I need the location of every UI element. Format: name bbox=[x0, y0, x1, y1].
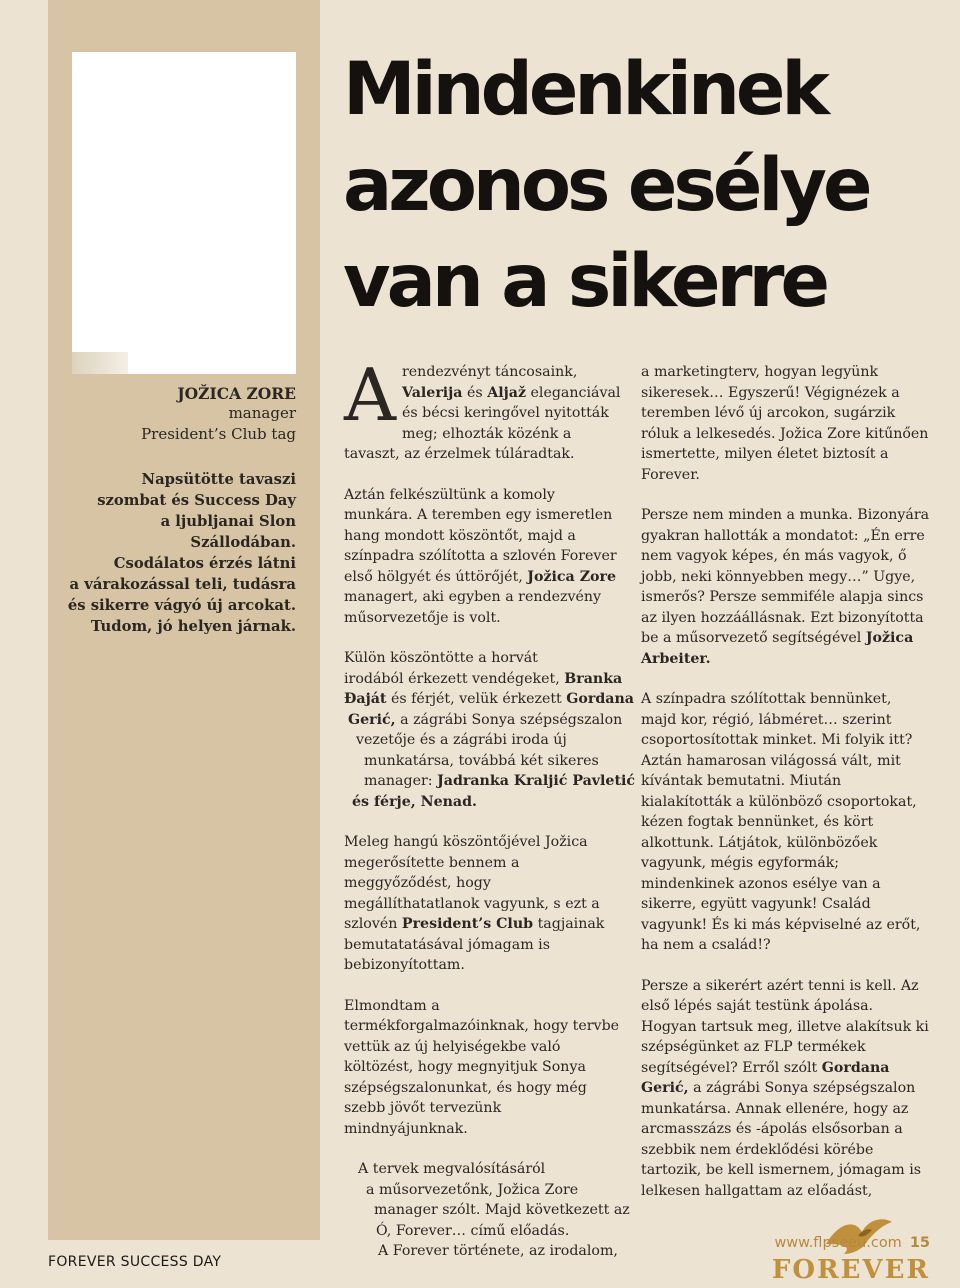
text-run: Elmondtam a termékforgalmazóinknak, hogy tervbe vettük az új helyiségekbe való költözést, hogy megnyitjuk Sonya szépségszalonunkat, és hogy még szebb jövőt tervezünk mindnyájunknak. bbox=[344, 997, 620, 1137]
text-run: a marketingterv, hogyan legyünk sikeresek… Egyszerű! Végignézek a teremben lévő új arcokon, sugárzik róluk a lelkesedés. Jožica Zore kitűnően ismertette, milyen életet biztosít a Forever. bbox=[641, 364, 929, 483]
club-name: President’s Club bbox=[401, 916, 534, 932]
lead-line: és sikerre vágyó új arcokat. bbox=[67, 597, 296, 614]
text-line bbox=[344, 689, 634, 710]
text-run: Külön köszöntötte a horvát bbox=[344, 650, 538, 666]
person-name: Jadranka Kraljić Pavletić bbox=[437, 773, 636, 789]
page-number: 15 bbox=[909, 1235, 930, 1251]
text-line bbox=[344, 710, 624, 731]
text-line: A Forever története, az irodalom, bbox=[378, 1243, 618, 1259]
text-line bbox=[344, 751, 624, 772]
lead-paragraph bbox=[60, 469, 296, 637]
author-role: manager bbox=[228, 404, 296, 422]
drop-cap: A bbox=[344, 353, 396, 437]
text-run: munkatársa, továbbá két sikeres bbox=[364, 752, 599, 769]
article-title bbox=[343, 42, 943, 330]
text-run: managert, aki egyben a rendezvény műsorvezetője is volt. bbox=[344, 589, 602, 626]
text-run: és bbox=[462, 384, 488, 401]
text-run: vezetője és a zágrábi iroda új bbox=[356, 732, 567, 748]
text-line: manager szólt. Majd következett az bbox=[374, 1202, 630, 1218]
paragraph bbox=[344, 353, 624, 465]
lead-line: Napsütötte tavaszi bbox=[141, 471, 296, 488]
text-run: a zágrábi Sonya szépségszalon bbox=[395, 711, 623, 728]
text-run: rendezvényt táncosaink, bbox=[402, 364, 578, 380]
article-column-2 bbox=[641, 362, 931, 1221]
person-name: Gordana bbox=[566, 691, 634, 707]
website-link[interactable]: www.flpseeu.com bbox=[774, 1235, 902, 1251]
section-label: FOREVER SUCCESS DAY bbox=[48, 1254, 222, 1270]
article-column-1 bbox=[344, 353, 636, 1282]
lead-line: Csodálatos érzés látni bbox=[113, 555, 296, 572]
text-run: Meleg hangú köszöntőjével Jožica megerősítette bennem a meggyőződést, hogy megállíthatatlanok vagyunk, s ezt a szlovén bbox=[344, 834, 600, 932]
person-name: Jožica Zore bbox=[527, 568, 617, 585]
title-line: Mindenkinek bbox=[343, 47, 826, 132]
text-line bbox=[344, 792, 624, 813]
lead-line: Tudom, jó helyen járnak. bbox=[90, 618, 296, 635]
brand-logo-text: FOREVER bbox=[771, 1255, 930, 1285]
lead-line: a ljubljanai Slon Szállodában. bbox=[160, 513, 296, 551]
text-run: A színpadra szólítottak bennünket, majd kor, régió, lábméret… szerint csoportosítottak minket. Mi folyik itt? Aztán hamarosan világossá vált, mit kívántak bemutatni. Miután kialakították a különböző csoportokat, kézen fogtak bennünket, és kört alkottunk. Látjátok, különbözőek vagyunk, mégis egyformák; mindenkinek azonos esélye van a sikerre, együtt vagyunk! Család vagyunk! És ki más képviselné az erőt, ha nem a család!? bbox=[641, 691, 921, 953]
paragraph bbox=[344, 996, 624, 1140]
text-run: manager: bbox=[364, 773, 438, 789]
text-line: a műsorvezetőnk, Jožica Zore bbox=[366, 1181, 579, 1198]
text-run: Persze nem minden a munka. Bizonyára gyakran hallották a mondatot: „Én erre nem vagyok képes, én más vagyok, ő jobb, neki könnyebben megy…” Ugye, ismerős? Persze semmiféle alapja sincs az ilyen hozzáállásnak. Ezt bizonyította be a műsorvezető segítségével bbox=[641, 507, 930, 646]
title-line: van a sikerre bbox=[343, 239, 826, 324]
author-name: JOŽICA ZORE bbox=[177, 384, 296, 403]
sidebar-caption bbox=[60, 384, 296, 637]
paragraph bbox=[641, 362, 931, 485]
paragraph bbox=[344, 485, 624, 629]
title-line: azonos esélye bbox=[343, 143, 869, 228]
paragraph bbox=[344, 648, 636, 812]
paragraph bbox=[641, 505, 931, 669]
person-name: Jožica Arbeiter. bbox=[641, 630, 914, 667]
paragraph bbox=[344, 832, 624, 976]
photo-shadow bbox=[72, 352, 128, 374]
person-name: Gordana Gerić, bbox=[641, 1059, 890, 1096]
text-line bbox=[344, 730, 624, 751]
text-line bbox=[344, 648, 624, 669]
person-name: Gerić, bbox=[348, 711, 396, 728]
text-run: a zágrábi Sonya szépségszalon munkatársa. Annak ellenére, hogy az arcmasszázs és -ápolás elsősorban a szebbik nem érdeklődési körébe tartozik, be kell ismernem, jómagam is lelkesen hallgattam az előadást, bbox=[641, 1080, 922, 1199]
text-line: Ó, Forever… című előadás. bbox=[376, 1222, 570, 1239]
person-name: Aljaž bbox=[487, 384, 526, 401]
person-name: Đaját bbox=[344, 691, 387, 707]
lead-line: szombat és Success Day bbox=[97, 492, 296, 509]
person-name: Branka bbox=[564, 670, 623, 687]
person-name: Valerija bbox=[402, 384, 463, 401]
text-line bbox=[344, 669, 624, 690]
text-line bbox=[344, 771, 636, 792]
author-club: President’s Club tag bbox=[141, 425, 296, 443]
text-run: tagjainak bemutatatásával jómagam is bebizonyítottam. bbox=[344, 916, 605, 973]
text-run: irodából érkezett vendégeket, bbox=[344, 670, 565, 687]
text-line: A tervek megvalósításáról bbox=[358, 1161, 546, 1177]
paragraph bbox=[641, 976, 931, 1202]
text-run: eleganciával és bécsi keringővel nyitották meg; elhozták közénk a tavaszt, az érzelmek túláradtak. bbox=[344, 384, 621, 462]
text-run: és férjét, velük érkezett bbox=[386, 691, 567, 707]
lead-line: a várakozással teli, tudásra bbox=[69, 576, 296, 593]
paragraph bbox=[344, 1159, 630, 1262]
text-run: Aztán felkészültünk a komoly munkára. A teremben egy ismeretlen hang mondott köszöntőt, majd a színpadra szólította a szlovén Forever első hölgyét és úttörőjét, bbox=[344, 486, 617, 585]
text-run: Persze a sikerért azért tenni is kell. Az első lépés saját testünk ápolása. Hogyan tartsuk meg, illetve alakítsuk ki szépségünket az FLP termékek segítségével? Erről szólt bbox=[641, 977, 929, 1076]
portrait-photo bbox=[72, 52, 296, 374]
paragraph bbox=[641, 689, 931, 956]
person-name: és férje, Nenad. bbox=[352, 793, 477, 810]
footer-url-block bbox=[774, 1232, 930, 1251]
